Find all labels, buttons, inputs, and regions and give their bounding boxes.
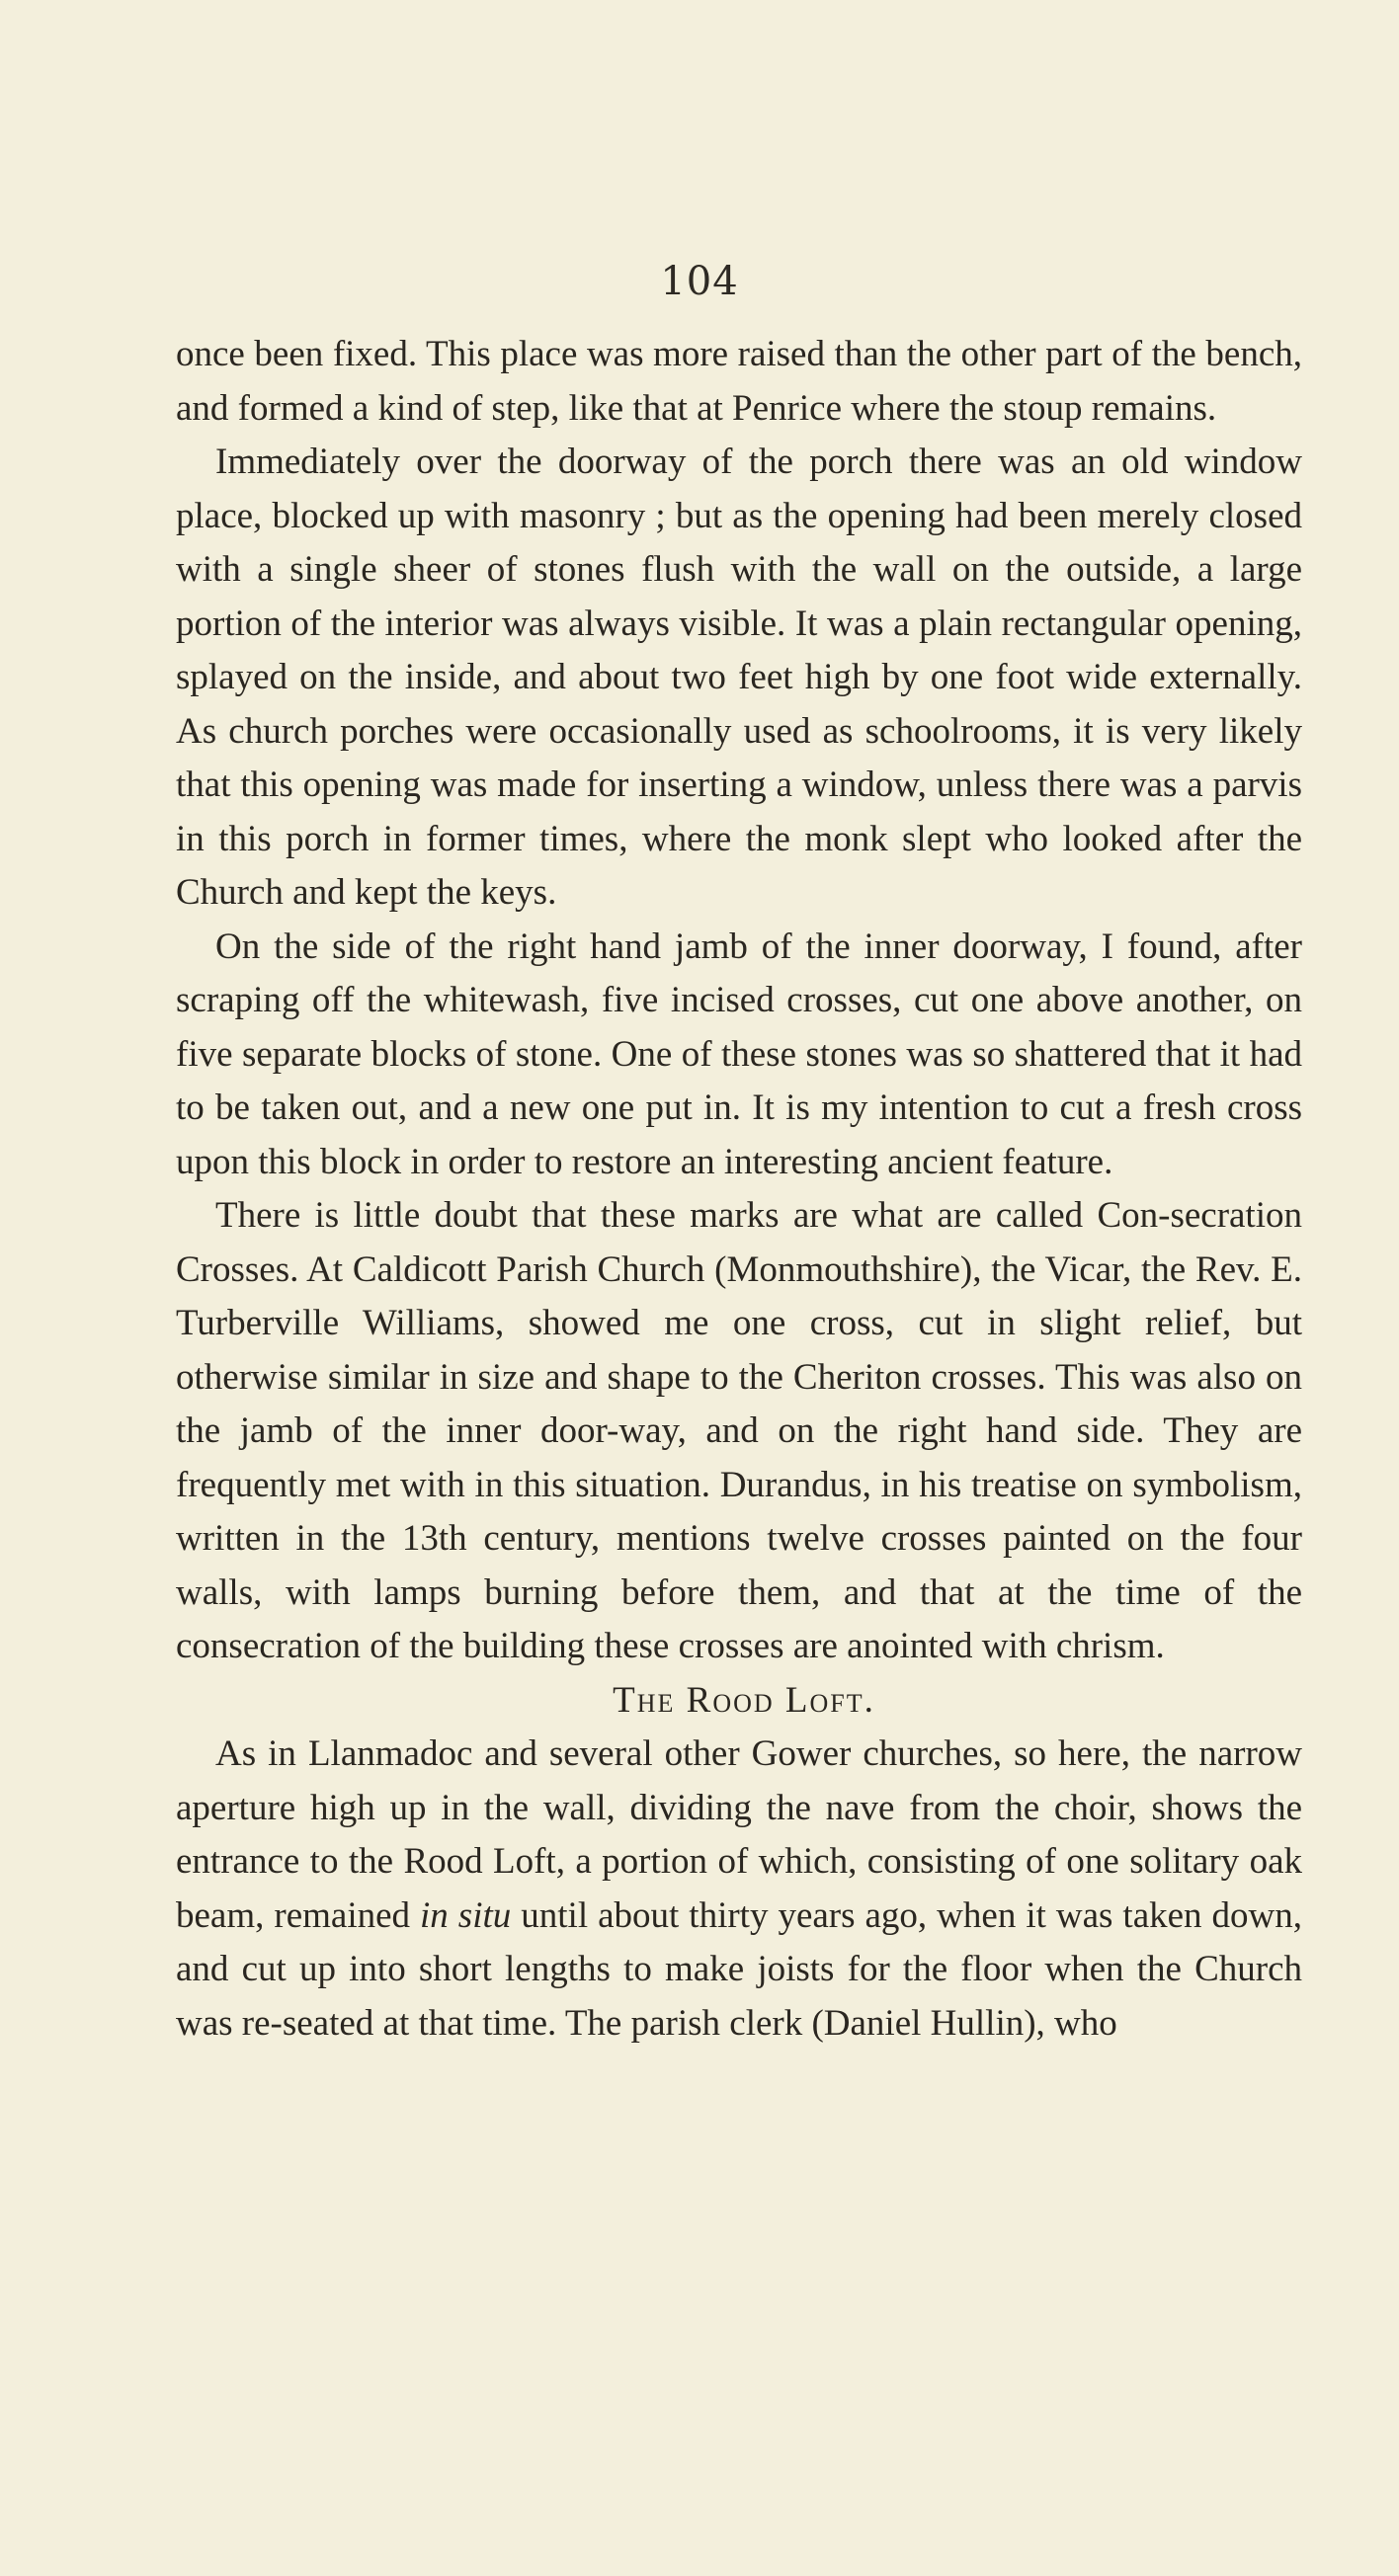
section-heading: The Rood Loft. — [613, 1679, 875, 1721]
paragraph-5-text-b: until about thirty years ago, when it was taken down, and cut up into short lengths to make joists for the floor when the Church was re-seated at that time. The parish clerk (Daniel Hullin), who — [176, 1894, 1303, 2044]
paragraph-1: once been fixed. This place was more raised than the other part of the bench, and formed a kind of step, like that at Penrice where the stoup remains. — [176, 334, 1302, 429]
paragraph-4: There is little doubt that these marks are what are called Con-secration Crosses. At Caldicott Parish Church (Monmouthshire), the Vicar, the Rev. E. Turberville Williams, showed me one cross, cut in slight relief, but otherwise similar in size and shape to the Cheriton crosses. This was also on the jamb of the inner door-way, and on the right hand side. They are frequently met with in this situation. Durandus, in his treatise on symbolism, written in the 13th century, mentions twelve crosses painted on the four walls, with lamps burning before them, and that at the time of the consecration of the building these crosses are anointed with chrism. — [176, 1195, 1302, 1666]
page-number: 104 — [660, 259, 739, 304]
paragraph-5 — [176, 1728, 1302, 2051]
paragraph-3: On the side of the right hand jamb of the inner doorway, I found, after scraping off the whitewash, five incised crosses, cut one above another, on five separate blocks of stone. One of these stones was so shattered that it had to be taken out, and a new one put in. It is my intention to cut a fresh cross upon this block in order to restore an interesting ancient feature. — [176, 926, 1302, 1182]
paragraph-5-text-a: As in Llanmadoc and several other Gower churches, so here, the narrow aperture high up in the wall, dividing the nave from the choir, shows the entrance to the Rood Loft, a portion of which, consisting of one solitary oak beam, remained — [176, 1733, 1302, 1936]
page-text — [176, 328, 1302, 2051]
paragraph-2: Immediately over the doorway of the porch there was an old window place, blocked up with masonry ; but as the opening had been merely closed with a single sheer of stones flush with the wall on the outside, a large portion of the interior was always visible. It was a plain rectangular opening, splayed on the inside, and about two feet high by one foot wide externally. As church porches were occasionally used as schoolrooms, it is very likely that this opening was made for inserting a window, unless there was a parvis in this porch in former times, where the monk slept who looked after the Church and kept the keys. — [176, 442, 1302, 913]
italic-phrase: in situ — [420, 1894, 512, 1936]
